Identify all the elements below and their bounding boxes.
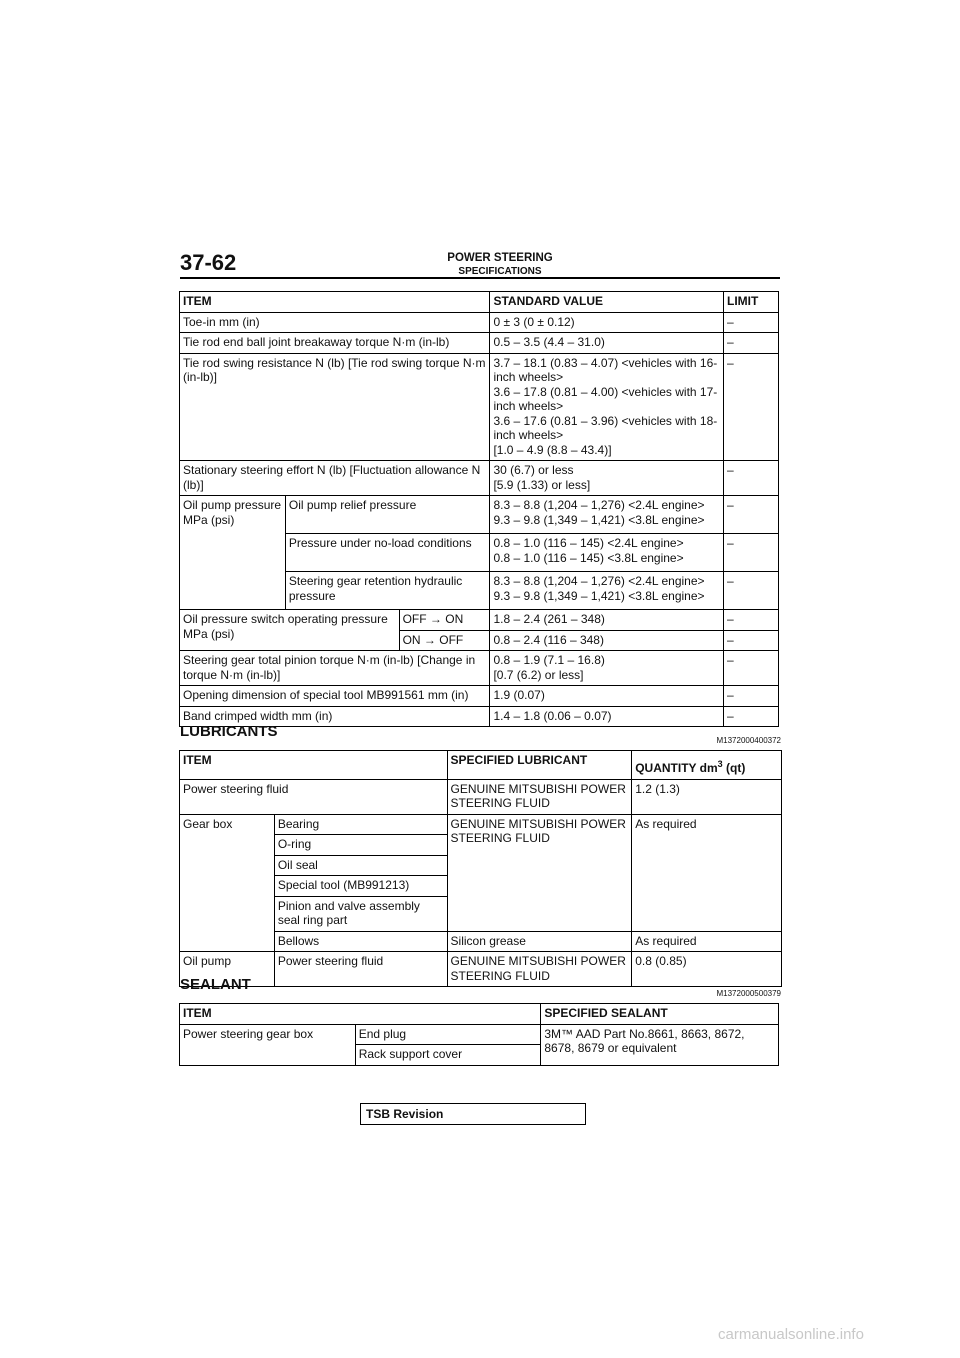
header-limit: LIMIT <box>724 292 779 313</box>
row-part: Oil seal <box>274 855 447 876</box>
row-item: Opening dimension of special tool MB991561 mm (in) <box>180 686 490 707</box>
table-row <box>180 779 782 814</box>
table-row <box>180 651 779 686</box>
page-number: 37-62 <box>180 250 237 275</box>
row-item: Oil pump relief pressure <box>285 496 490 534</box>
row-value: 8.3 – 8.8 (1,204 – 1,276) <2.4L engine> 9.3 – 9.8 (1,349 – 1,421) <3.8L engine> <box>490 572 724 610</box>
oil-pump-group-label: Oil pump pressure MPa (psi) <box>180 496 286 610</box>
row-item: Steering gear retention hydraulic pressure <box>285 572 490 610</box>
row-part: Rack support cover <box>355 1045 541 1066</box>
row-value: 1.9 (0.07) <box>490 686 724 707</box>
row-limit: – <box>724 461 779 496</box>
header-item: ITEM <box>180 292 490 313</box>
table-row <box>180 353 779 461</box>
row-limit: – <box>724 630 779 651</box>
row-limit: – <box>724 572 779 610</box>
row-value: 1.8 – 2.4 (261 – 348) <box>490 610 724 631</box>
table-row <box>180 1024 779 1045</box>
row-lubricant: Silicon grease <box>447 931 632 952</box>
header-specified-sealant: SPECIFIED SEALANT <box>541 1004 779 1025</box>
row-limit: – <box>724 706 779 727</box>
sealant-title: SEALANT <box>180 976 251 993</box>
sealant-code: M1372000500379 <box>716 989 781 998</box>
row-item: Tie rod end ball joint breakaway torque N·m (in-lb) <box>180 333 490 354</box>
row-part: Bearing <box>274 814 447 835</box>
row-item: Toe-in mm (in) <box>180 312 490 333</box>
row-sealant: 3M™ AAD Part No.8661, 8663, 8672, 8678, 8679 or equivalent <box>541 1024 779 1065</box>
tsb-revision-box <box>360 1103 586 1125</box>
lubricants-code: M1372000400372 <box>716 736 781 745</box>
tsb-revision-label: TSB Revision <box>366 1107 444 1121</box>
row-item: OFF → ON <box>399 610 490 631</box>
service-specs-table <box>179 291 779 727</box>
watermark: carmanualsonline.info <box>718 1326 864 1343</box>
row-value: 1.4 – 1.8 (0.06 – 0.07) <box>490 706 724 727</box>
row-value: 0.8 – 2.4 (116 – 348) <box>490 630 724 651</box>
header-rule <box>180 277 780 279</box>
row-limit: – <box>724 353 779 461</box>
row-limit: – <box>724 496 779 534</box>
row-limit: – <box>724 651 779 686</box>
row-part: Pinion and valve assembly seal ring part <box>274 896 447 931</box>
table-row <box>180 461 779 496</box>
row-part: Bellows <box>274 931 447 952</box>
row-item: ON → OFF <box>399 630 490 651</box>
row-limit: – <box>724 333 779 354</box>
table-row <box>180 312 779 333</box>
table-row <box>180 952 782 987</box>
oil-pump-group-label: Oil pump <box>180 952 275 987</box>
table-header-row <box>180 292 779 313</box>
row-value: 30 (6.7) or less [5.9 (1.33) or less] <box>490 461 724 496</box>
row-item: Band crimped width mm (in) <box>180 706 490 727</box>
table-header-row <box>180 751 782 780</box>
table-row <box>180 686 779 707</box>
row-quantity: 0.8 (0.85) <box>632 952 782 987</box>
quantity-unit: (qt) <box>722 761 746 775</box>
row-lubricant: GENUINE MITSUBISHI POWER STEERING FLUID <box>447 779 632 814</box>
row-limit: – <box>724 686 779 707</box>
section-subtitle: SPECIFICATIONS <box>458 266 542 277</box>
row-lubricant: GENUINE MITSUBISHI POWER STEERING FLUID <box>447 814 632 931</box>
row-value: 0.8 – 1.0 (116 – 145) <2.4L engine> 0.8 – 1.0 (116 – 145) <3.8L engine> <box>490 534 724 572</box>
header-specified-lubricant: SPECIFIED LUBRICANT <box>447 751 632 780</box>
row-part: Special tool (MB991213) <box>274 876 447 897</box>
row-value: 0 ± 3 (0 ± 0.12) <box>490 312 724 333</box>
table-row <box>180 333 779 354</box>
row-lubricant: GENUINE MITSUBISHI POWER STEERING FLUID <box>447 952 632 987</box>
row-item: Steering gear total pinion torque N·m (in-lb) [Change in torque N·m (in-lb)] <box>180 651 490 686</box>
table-row <box>180 496 779 534</box>
header-quantity <box>632 751 782 780</box>
row-value: 0.5 – 3.5 (4.4 – 31.0) <box>490 333 724 354</box>
row-item: Tie rod swing resistance N (lb) [Tie rod swing torque N·m (in-lb)] <box>180 353 490 461</box>
header-item: ITEM <box>180 751 448 780</box>
header-standard-value: STANDARD VALUE <box>490 292 724 313</box>
row-quantity: As required <box>632 814 782 931</box>
row-part: Power steering fluid <box>274 952 447 987</box>
row-quantity: 1.2 (1.3) <box>632 779 782 814</box>
header-item: ITEM <box>180 1004 541 1025</box>
row-item: Pressure under no-load conditions <box>285 534 490 572</box>
row-limit: – <box>724 312 779 333</box>
sealant-table <box>179 1003 779 1066</box>
quantity-label: QUANTITY dm <box>635 761 718 775</box>
table-row <box>180 814 782 835</box>
section-title: POWER STEERING <box>447 252 553 264</box>
switch-group-label: Oil pressure switch operating pressure MPa (psi) <box>180 610 400 651</box>
row-limit: – <box>724 534 779 572</box>
lubricants-title: LUBRICANTS <box>180 723 278 740</box>
table-header-row <box>180 1004 779 1025</box>
row-item: Stationary steering effort N (lb) [Fluctuation allowance N (lb)] <box>180 461 490 496</box>
row-limit: – <box>724 610 779 631</box>
gear-box-group-label: Gear box <box>180 814 275 952</box>
table-row <box>180 610 779 631</box>
gear-box-group-label: Power steering gear box <box>180 1024 356 1065</box>
row-value: 8.3 – 8.8 (1,204 – 1,276) <2.4L engine> 9.3 – 9.8 (1,349 – 1,421) <3.8L engine> <box>490 496 724 534</box>
row-value: 3.7 – 18.1 (0.83 – 4.07) <vehicles with 16-inch wheels> 3.6 – 17.8 (0.81 – 4.00) <vehicles with 17-inch wheels> 3.6 – 17.6 (0.81 – 3.96) <vehicles with 18-inch wheels> [1.0 – 4.9 (8.8 – 43.4)] <box>490 353 724 461</box>
lubricants-table <box>179 750 782 987</box>
row-value: 0.8 – 1.9 (7.1 – 16.8) [0.7 (6.2) or less] <box>490 651 724 686</box>
row-item: Power steering fluid <box>180 779 448 814</box>
row-quantity: As required <box>632 931 782 952</box>
row-part: O-ring <box>274 835 447 856</box>
row-part: End plug <box>355 1024 541 1045</box>
quantity-exponent: 3 <box>717 759 723 769</box>
